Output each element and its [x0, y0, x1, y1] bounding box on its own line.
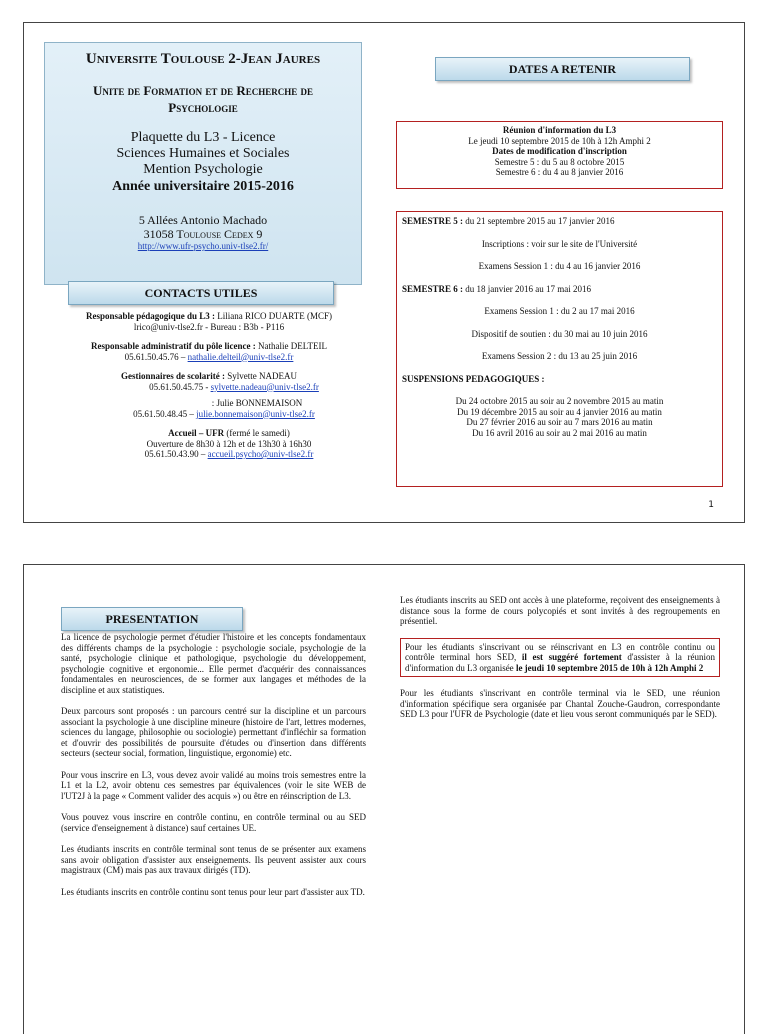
paragraph: La licence de psychologie permet d'étudier l'histoire et les concepts fondamentaux des différents champs de la psychologie : psychologie sociale, psychologie de la santé, psychologie clinique et pathologique, psychologie du développement, psychologie cognitive et ergonomie... Elle permet d'acquérir des connaissances fondamentales en neurosciences, de se former aux langages et méthodes de la discipline et aux statistiques.: [61, 632, 366, 695]
email-link[interactable]: julie.bonnemaison@univ-tlse2.fr: [196, 408, 315, 419]
opening-hours: Ouverture de 8h30 à 12h et de 13h30 à 16h30: [146, 438, 312, 449]
text: TD.: [348, 886, 365, 897]
page-number: 1: [708, 500, 714, 510]
info-meeting-callout: [400, 638, 720, 678]
contact-phone: 05.61.50.45.75 -: [149, 381, 211, 392]
meeting-title: Réunion d'information du L3: [502, 125, 617, 135]
presentation-heading: PRESENTATION: [61, 607, 243, 631]
paragraph: [61, 812, 366, 833]
university-name: Universite Toulouse 2-Jean Jaures: [85, 51, 321, 67]
contacts-heading: CONTACTS UTILES: [68, 281, 334, 305]
paragraph: Deux parcours sont proposés : un parcours centré sur la discipline et un parcours associant la psychologie à une discipline mineure (histoire de l'art, lettres modernes, sciences du langage, philosophie ou sociologie) permettant d'infléchir sa formation et d'ouvrir des possibilités de poursuite d'études ou d'insertion dans différents secteurs (secteur social, formation, linguistique, ergonomie) etc.: [61, 706, 366, 758]
suspension-1: Du 24 octobre 2015 au soir au 2 novembre 2015 au matin: [455, 396, 664, 406]
paragraph: [61, 770, 366, 802]
contact-label: Accueil – UFR: [168, 428, 225, 438]
modification-title: Dates de modification d'inscription: [492, 146, 627, 156]
contact-resp-administratif: [54, 341, 364, 362]
brochure-line-1: Plaquette du L3 - Licence: [130, 130, 276, 145]
brochure-title: [45, 130, 361, 178]
text: Pour les étudiants s'inscrivant ou se réinscrivant en L3 en contrôle continu ou contrôle terminal hors SED,: [405, 641, 715, 662]
contact-accueil: [54, 428, 364, 460]
university-site-link[interactable]: le site de l'Université: [561, 238, 638, 249]
text: sauf certaines UE.: [188, 822, 257, 833]
text: Les étudiants inscrits en contrôle continu sont tenus pour leur part: [61, 886, 301, 897]
s6-exam-session-2: Examens Session 2 : du 13 au 25 juin 2016: [481, 351, 638, 361]
contact-gestionnaires: [54, 371, 364, 419]
contact-name: : Julie BONNEMAISON: [211, 398, 303, 408]
contact-label: Responsable administratif du pôle licence :: [91, 341, 256, 351]
contact-label: Responsable pédagogique du L3 :: [86, 311, 216, 321]
ufr-name: Unite de Formation et de Recherche de Psychologie: [92, 83, 314, 115]
meeting-date: Le jeudi 10 septembre 2015 de 10h à 12h Amphi 2: [468, 135, 651, 146]
paragraph: [61, 844, 366, 876]
text: d'assister aux: [300, 886, 349, 897]
text: aux examens sans avoir obligation d'assister aux enseignements: [61, 844, 366, 865]
address: [45, 213, 361, 241]
page-1: [23, 22, 745, 523]
text: d'assister à la réunion d'information du L3 organisée: [405, 652, 715, 673]
contact-phone: 05.61.50.45.76 –: [124, 351, 188, 362]
info-meeting-box: [396, 121, 723, 189]
text: Pour vous inscrire en L3, vous devez avoir validé au moins trois semestres entre la L1 et la L2, avoir obtenu ces semestres par équivalences (: [61, 769, 366, 790]
contact-name: Liliana RICO DUARTE (MCF): [215, 311, 332, 321]
text: Vous pouvez vous inscrire en contrôle continu, en contrôle terminal ou au: [61, 812, 349, 822]
presentation-right-column: [400, 595, 720, 731]
meeting-date: le jeudi 10 septembre 2015 de 10h à 12h Amphi 2: [515, 662, 704, 673]
title-box: [44, 42, 362, 285]
presentation-left-column: [61, 632, 366, 908]
address-line-2: 31058 Toulouse Cedex 9: [143, 227, 263, 241]
email-link[interactable]: nathalie.delteil@univ-tlse2.fr: [187, 351, 294, 362]
email-link[interactable]: sylvette.nadeau@univ-tlse2.fr: [210, 381, 319, 392]
contact-note: (fermé le samedi): [224, 428, 290, 438]
semester-6-label: SEMESTRE 6 :: [402, 283, 464, 294]
ufr-website-link[interactable]: http://www.ufr-psycho.univ-tlse2.fr/: [137, 241, 269, 251]
paragraph: Les étudiants inscrits au SED ont accès à une plateforme, reçoivent des enseignements à distance sous la forme de cours polycopiés et sont invités à des regroupements en présentiel.: [400, 595, 720, 626]
suspensions-label: SUSPENSIONS PEDAGOGIQUES :: [402, 373, 545, 384]
contact-phone: 05.61.50.43.90 –: [144, 449, 208, 459]
s5-exam-session-1: Examens Session 1 : du 4 au 16 janvier 2016: [478, 261, 641, 271]
address-line-1: 5 Allées Antonio Machado: [138, 213, 268, 227]
suspension-2: Du 19 décembre 2015 au soir au 4 janvier 2016 au matin: [457, 406, 662, 417]
contacts-list: [54, 311, 364, 469]
contact-resp-pedagogique: [54, 311, 364, 332]
dates-heading: DATES A RETENIR: [435, 57, 690, 81]
contact-detail: lrico@univ-tlse2.fr - Bureau : B3b - P116: [133, 321, 285, 332]
registration-text: Inscriptions : voir sur: [481, 238, 562, 249]
contact-name: Sylvette NADEAU: [225, 371, 298, 381]
suspension-3: Du 27 février 2016 au soir au 7 mars 2016 au matin: [466, 417, 653, 427]
brochure-line-3: Mention Psychologie: [143, 162, 263, 177]
s6-support-period: Dispositif de soutien : du 30 mai au 10 juin 2016: [471, 328, 648, 339]
brochure-line-2: Sciences Humaines et Sociales: [116, 146, 290, 161]
modification-s6: Semestre 6 : du 4 au 8 janvier 2016: [495, 167, 624, 177]
contact-phone: 05.61.50.48.45 –: [133, 408, 197, 419]
text: Les étudiants inscrits en contrôle terminal sont tenus de se présenter: [61, 844, 319, 854]
semesters-box: [396, 211, 723, 487]
email-link[interactable]: accueil.psycho@univ-tlse2.fr: [207, 449, 314, 459]
paragraph: [61, 887, 366, 898]
suspension-4: Du 16 avril 2016 au soir au 2 mai 2016 au matin: [472, 427, 647, 438]
page-2: [23, 564, 745, 1034]
ut2j-website-link[interactable]: voir le site WEB de l'UT2J: [61, 780, 366, 801]
s6-exam-session-1: Examens Session 1 : du 2 au 17 mai 2016: [484, 306, 635, 316]
semester-5-label: SEMESTRE 5 :: [402, 216, 464, 226]
semester-6-range: du 18 janvier 2016 au 17 mai 2016: [463, 283, 591, 294]
emphasis: il est suggéré fortement: [521, 652, 622, 662]
modification-s5: Semestre 5 : du 5 au 8 octobre 2015: [494, 156, 625, 167]
sed-link[interactable]: SED (service d'enseignement à distance): [61, 812, 366, 833]
semester-5-range: du 21 septembre 2015 au 17 janvier 2016: [463, 216, 615, 226]
academic-year: Année universitaire 2015-2016: [112, 179, 294, 194]
contact-label: Gestionnaires de scolarité :: [120, 371, 226, 381]
contact-name: Nathalie DELTEIL: [255, 341, 327, 351]
text: à la page « Comment valider des acquis ») ou être en réinscription de L3.: [85, 790, 352, 801]
paragraph: Pour les étudiants s'inscrivant en contrôle terminal via le SED, une réunion d'information spécifique sera organisée par Chantal Zouche-Gaudron, correspondante SED L3 pour l'UFR de Psychologie (date et lieu vous seront communiqués par le SED).: [400, 688, 720, 719]
text: . Ils peuvent assister aux cours magistraux (CM) mais pas aux travaux dirigés (TD).: [61, 854, 366, 875]
